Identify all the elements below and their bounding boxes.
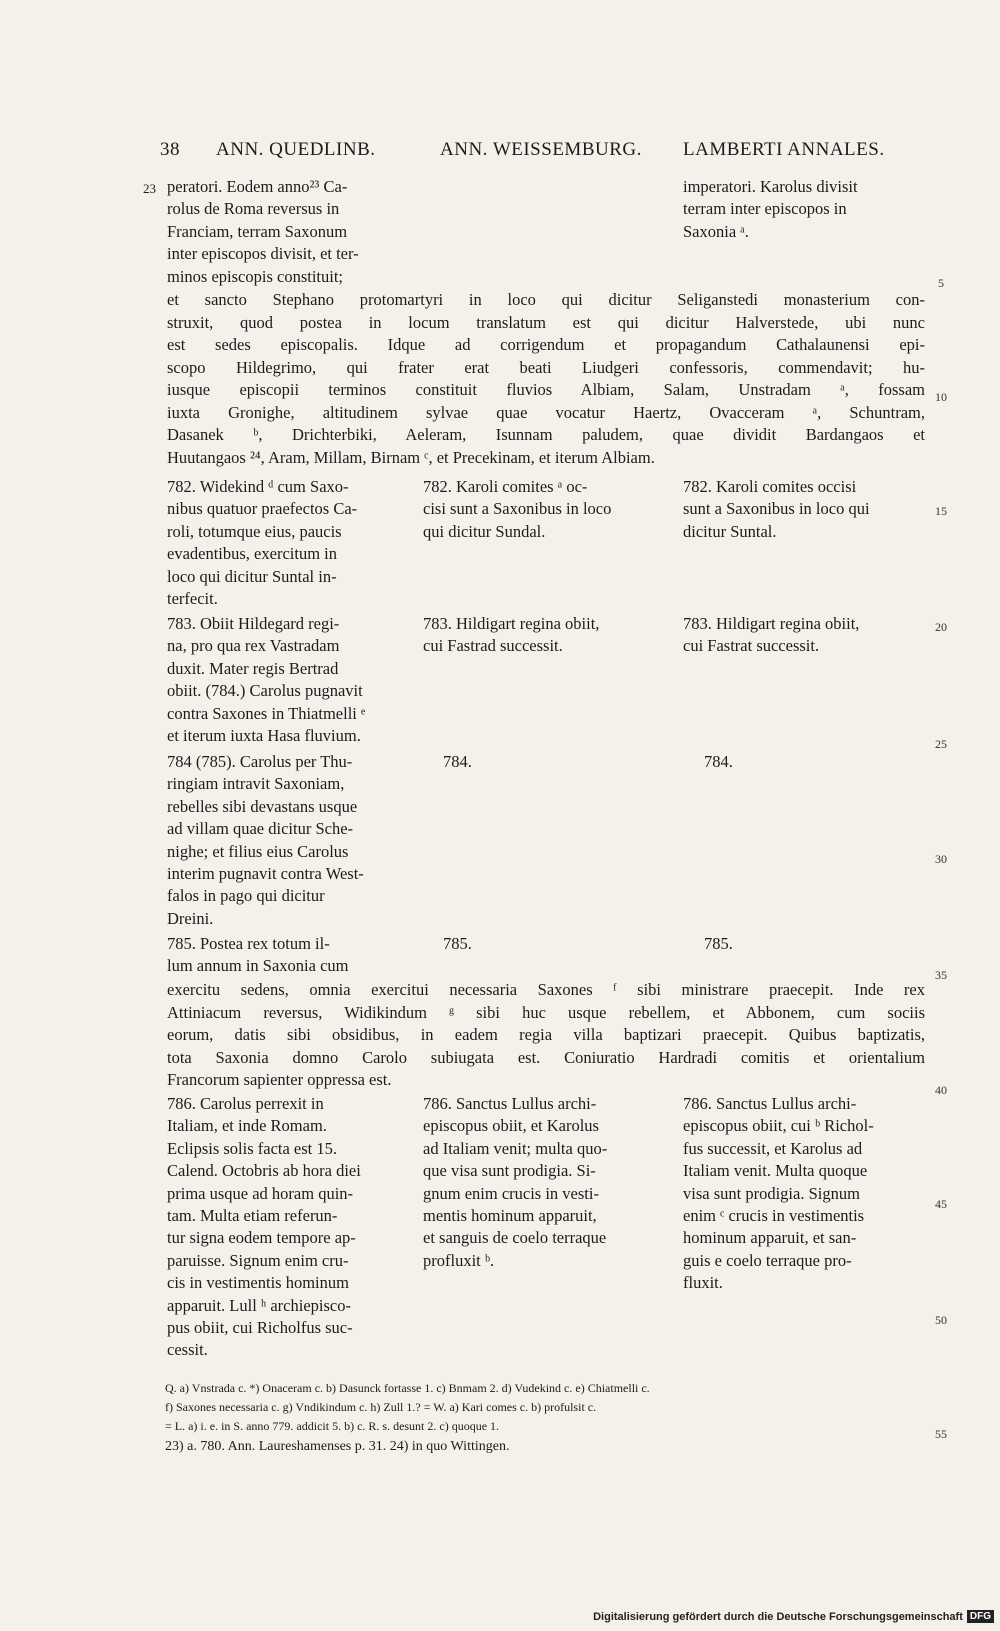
text-line: ad Italiam venit; multa quo- <box>423 1138 608 1158</box>
text-line: contra Saxones in Thiatmelli ᵉ <box>167 703 366 723</box>
text-line: terfecit. <box>167 589 218 609</box>
text-line: terram inter episcopos in <box>683 199 847 219</box>
text-line: 782. Widekind ᵈ cum Saxo- <box>167 477 349 496</box>
block5-right-year: 785. <box>704 934 733 953</box>
text-line: evadentibus, exercitum in <box>167 544 337 564</box>
text-line: cis in vestimentis hominum <box>167 1273 349 1293</box>
text-line: scopo Hildegrimo, qui frater erat beati Liudgeri confessoris, commendavit; hu- <box>167 357 925 377</box>
block4-mid-year: 784. <box>443 752 472 771</box>
text-line: cui Fastrad successit. <box>423 636 563 656</box>
text-line: 782. Karoli comites ᵃ oc- <box>423 477 588 496</box>
text-line: roli, totumque eius, paucis <box>167 521 342 541</box>
text-line: que visa sunt prodigia. Si- <box>423 1161 596 1181</box>
text-line: 785. Postea rex totum il- <box>167 934 330 953</box>
text-line: loco qui dicitur Suntal in- <box>167 566 337 586</box>
text-line: visa sunt prodigia. Signum <box>683 1183 860 1203</box>
text-line: 786. Sanctus Lullus archi- <box>683 1094 857 1113</box>
text-line: struxit, quod postea in locum translatum est qui dicitur Halverstede, ubi nunc <box>167 312 925 332</box>
text-line: exercitu sedens, omnia exercitui necessaria Saxones ᶠ sibi ministrare praecepit. Inde rex <box>167 980 925 999</box>
text-line: duxit. Mater regis Bertrad <box>167 658 339 678</box>
margin-note-23: 23 <box>143 181 156 196</box>
text-line: imperatori. Karolus divisit <box>683 177 858 196</box>
text-line: episcopus obiit, cui ᵇ Richol- <box>683 1116 874 1136</box>
text-line: Italiam, et inde Romam. <box>167 1116 327 1136</box>
text-line: guis e coelo terraque pro- <box>683 1250 852 1270</box>
text-line: 782. Karoli comites occisi <box>683 477 857 496</box>
footnote-line-2: f) Saxones necessaria c. g) Vndikindum c. h) Zull 1.? = W. a) Kari comes c. b) profulsit c. <box>165 1400 597 1414</box>
page-number: 38 <box>160 139 180 160</box>
text-line: et iterum iuxta Hasa fluvium. <box>167 726 361 746</box>
footer-text: Digitalisierung gefördert durch die Deutsche Forschungsgemeinschaft <box>593 1610 963 1623</box>
text-line: fluxit. <box>683 1273 723 1293</box>
block4-left-column <box>167 751 407 930</box>
text-line: profluxit ᵇ. <box>423 1250 495 1270</box>
margin-number-25: 25 <box>935 737 947 751</box>
margin-number-10: 10 <box>935 390 947 404</box>
block2-mid-column <box>423 476 663 543</box>
text-line: tur signa eodem tempore ap- <box>167 1228 356 1248</box>
header-right-title: LAMBERTI ANNALES. <box>683 139 885 160</box>
block3-mid-column <box>423 613 663 658</box>
block3-left-column <box>167 613 407 747</box>
block1-right-column <box>683 176 926 243</box>
text-line: dicitur Suntal. <box>683 521 777 541</box>
text-line: Francorum sapienter oppressa est. <box>167 1070 392 1089</box>
text-line: 783. Hildigart regina obiit, <box>423 614 600 633</box>
footnote-line-4: 23) a. 780. Ann. Laureshamenses p. 31. 24) in quo Wittingen. <box>165 1439 510 1454</box>
text-line: 783. Obiit Hildegard regi- <box>167 614 340 633</box>
margin-number-15: 15 <box>935 504 947 518</box>
text-line: ringiam intravit Saxoniam, <box>167 774 345 794</box>
text-line: et sancto Stephano protomartyri in loco qui dicitur Seliganstedi monasterium con- <box>167 290 925 309</box>
block2-left-column <box>167 476 407 610</box>
text-line: na, pro qua rex Vastradam <box>167 636 340 656</box>
block5-left-column <box>167 933 407 978</box>
text-line: Italiam venit. Multa quoque <box>683 1161 868 1181</box>
text-line: apparuit. Lull ʰ archiepisco- <box>167 1295 351 1315</box>
text-line: nibus quatuor praefectos Ca- <box>167 499 358 519</box>
footnote-line-3: = L. a) i. e. in S. anno 779. addicit 5. b) c. R. s. desunt 2. c) quoque 1. <box>165 1419 500 1433</box>
text-line: pus obiit, cui Richolfus suc- <box>167 1318 353 1338</box>
text-line: falos in pago qui dicitur <box>167 886 325 906</box>
text-line: Attiniacum reversus, Widikindum ᵍ sibi huc usque rebellem, et Abbonem, cum sociis <box>167 1002 925 1022</box>
text-line: sunt a Saxonibus in loco qui <box>683 499 870 519</box>
text-line: Dasanek ᵇ, Drichterbiki, Aeleram, Isunnam paludem, quae dividit Bardangaos et <box>167 425 925 444</box>
margin-number-45: 45 <box>935 1197 947 1211</box>
text-line: peratori. Eodem anno²³ Ca- <box>167 177 348 196</box>
text-line: hominum apparuit, et san- <box>683 1228 857 1248</box>
block4-right-year: 784. <box>704 752 733 771</box>
block5-mid-year: 785. <box>443 934 472 953</box>
text-line: lum annum in Saxonia cum <box>167 956 349 976</box>
dfg-logo: DFG <box>967 1610 994 1623</box>
full-text-paragraph-1 <box>167 289 925 469</box>
text-line: ad villam quae dicitur Sche- <box>167 819 354 839</box>
text-line: mentis hominum apparuit, <box>423 1206 597 1226</box>
margin-number-35: 35 <box>935 968 947 982</box>
digitization-footer <box>593 1610 994 1623</box>
margin-number-30: 30 <box>935 852 947 866</box>
text-line: minos episcopis constituit; <box>167 266 343 286</box>
margin-number-20: 20 <box>935 620 947 634</box>
text-line: interim pugnavit contra West- <box>167 864 364 884</box>
block3-right-column <box>683 613 926 658</box>
footnote-line-1: Q. a) Vnstrada c. *) Onaceram c. b) Dasunck fortasse 1. c) Bnmam 2. d) Vudekind c. e) Chiatmelli c. <box>165 1381 650 1395</box>
text-line: prima usque ad horam quin- <box>167 1183 354 1203</box>
text-line: qui dicitur Sundal. <box>423 521 546 541</box>
text-line: gnum enim crucis in vesti- <box>423 1183 599 1203</box>
block6-right-column <box>683 1093 926 1295</box>
text-line: 786. Carolus perrexit in <box>167 1094 324 1113</box>
text-line: episcopus obiit, et Karolus <box>423 1116 599 1136</box>
text-line: iusque episcopii terminos constituit fluvios Albiam, Salam, Unstradam ᵃ, fossam <box>167 380 925 399</box>
text-line: eorum, datis sibi obsidibus, in eadem regia villa baptizari praecepit. Quibus baptizatis, <box>167 1025 925 1044</box>
text-line: cisi sunt a Saxonibus in loco <box>423 499 612 519</box>
text-line: cessit. <box>167 1340 208 1360</box>
text-line: Eclipsis solis facta est 15. <box>167 1138 338 1158</box>
text-line: Dreini. <box>167 908 214 928</box>
text-line: paruisse. Signum enim cru- <box>167 1250 349 1270</box>
block1-left-column <box>167 176 407 288</box>
text-line: 784 (785). Carolus per Thu- <box>167 752 353 771</box>
text-line: Franciam, terram Saxonum <box>167 221 348 241</box>
text-line: iuxta Gronighe, altitudinem sylvae quae vocatur Haertz, Ovacceram ᵃ, Schuntram, <box>167 402 925 422</box>
margin-number-55: 55 <box>935 1427 947 1441</box>
text-line: tota Saxonia domno Carolo subiugata est. Coniuratio Hardradi comitis et orientalium <box>167 1047 925 1067</box>
text-line: tam. Multa etiam referun- <box>167 1206 338 1226</box>
margin-number-5: 5 <box>938 276 944 290</box>
text-line: rebelles sibi devastans usque <box>167 796 358 816</box>
text-line: 783. Hildigart regina obiit, <box>683 614 860 633</box>
text-line: cui Fastrat successit. <box>683 636 820 656</box>
full-text-paragraph-2 <box>167 979 925 1092</box>
text-line: est sedes episcopalis. Idque ad corrigendum et propagandum Cathalaunensi epi- <box>167 335 925 354</box>
block6-left-column <box>167 1093 407 1362</box>
text-line: Huutangaos ²⁴, Aram, Millam, Birnam ᶜ, et Precekinam, et iterum Albiam. <box>167 447 655 467</box>
block6-mid-column <box>423 1093 663 1272</box>
text-line: fus successit, et Karolus ad <box>683 1138 863 1158</box>
text-line: Saxonia ᵃ. <box>683 221 749 241</box>
text-line: et sanguis de coelo terraque <box>423 1228 607 1248</box>
header-center-title: ANN. WEISSEMBURG. <box>440 139 642 160</box>
text-line: enim ᶜ crucis in vestimentis <box>683 1206 865 1226</box>
text-line: rolus de Roma reversus in <box>167 199 340 219</box>
text-line: Calend. Octobris ab hora diei <box>167 1161 361 1181</box>
text-line: nighe; et filius eius Carolus <box>167 841 349 861</box>
margin-number-50: 50 <box>935 1313 947 1327</box>
text-line: inter episcopos divisit, et ter- <box>167 244 359 264</box>
margin-number-40: 40 <box>935 1083 947 1097</box>
header-left-title: ANN. QUEDLINB. <box>216 139 376 160</box>
text-line: obiit. (784.) Carolus pugnavit <box>167 681 363 701</box>
block2-right-column <box>683 476 926 543</box>
text-line: 786. Sanctus Lullus archi- <box>423 1094 597 1113</box>
